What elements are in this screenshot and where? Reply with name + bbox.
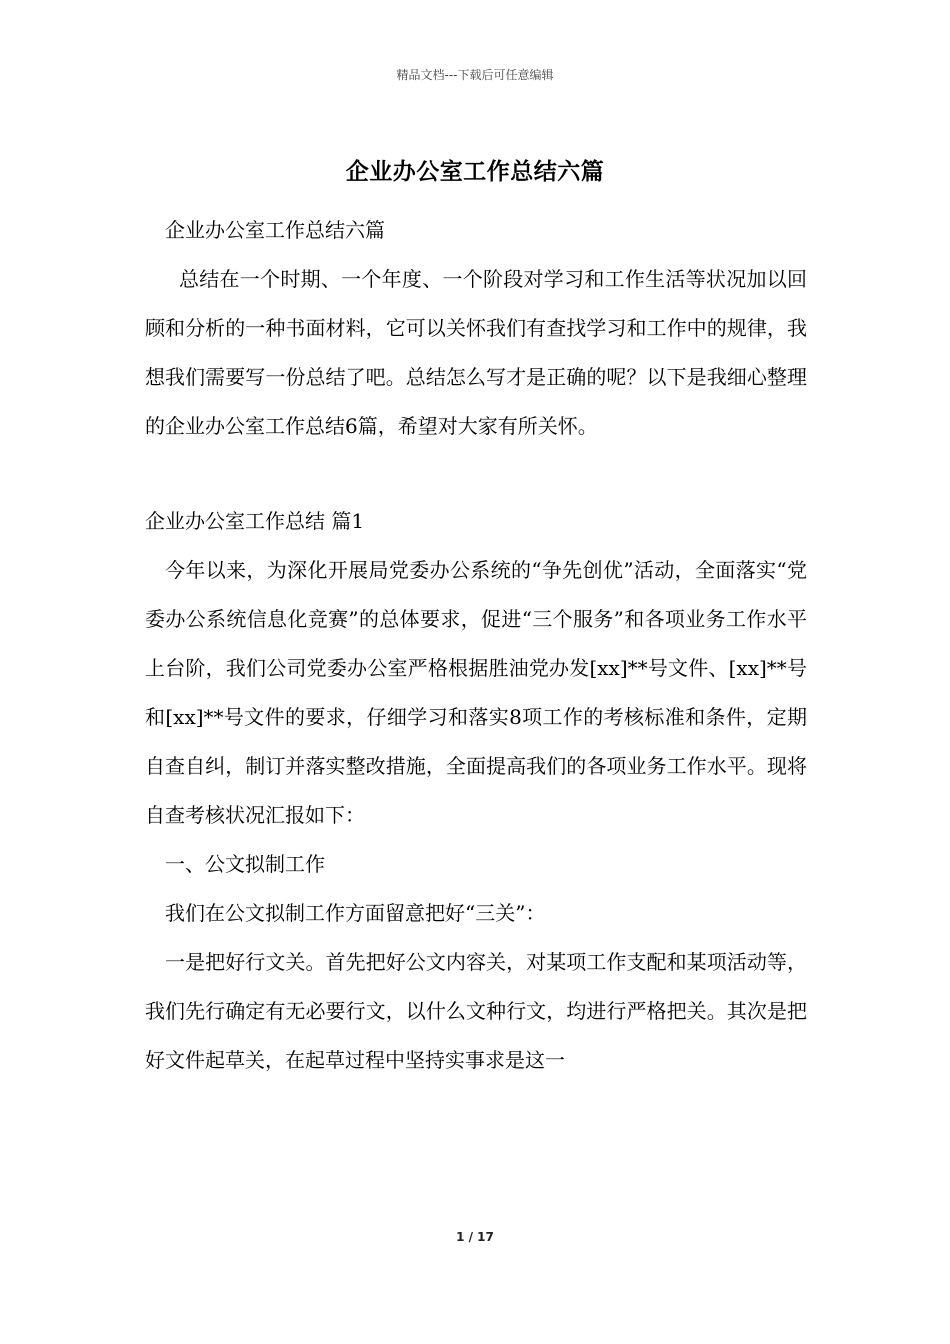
body-paragraph-1: 今年以来，为深化开展局党委办公系统的“争先创优”活动，全面落实“党委办公系统信息化竞赛”的总体要求，促进“三个服务”和各项业务工作水平上台阶，我们公司党委办公室严格根据胜油党办发[xx]**号文件、[xx]**号和[xx]**号文件的要求，仔细学习和落实8项工作的考核标准和条件，定期自查自纠，制订并落实整改措施，全面提高我们的各项业务工作水平。现将自查考核状况汇报如下： bbox=[145, 558, 807, 827]
document-body bbox=[145, 206, 807, 1085]
paragraph-spacer bbox=[145, 451, 807, 497]
document-title: 企业办公室工作总结六篇 bbox=[345, 159, 605, 185]
intro-paragraph: 总结在一个时期、一个年度、一个阶段对学习和工作生活等状况加以回顾和分析的一种书面材料，它可以关怀我们有查找学习和工作中的规律，我想我们需要写一份总结了吧。总结怎么写才是正确的呢？以下是我细心整理的企业办公室工作总结6篇，希望对大家有所关怀。 bbox=[145, 267, 807, 438]
item-heading: 一、公文拟制工作 bbox=[165, 852, 325, 876]
body-paragraph-3: 一是把好行文关。首先把好公文内容关，对某项工作支配和某项活动等，我们先行确定有无必要行文，以什么文种行文，均进行严格把关。其次是把好文件起草关，在起草过程中坚持实事求是这一 bbox=[145, 950, 807, 1072]
document-subtitle: 企业办公室工作总结六篇 bbox=[165, 218, 385, 242]
header-note: 精品文档---下载后可任意编辑 bbox=[396, 68, 554, 82]
section-heading: 企业办公室工作总结 篇1 bbox=[145, 509, 365, 533]
page-number: 1 / 17 bbox=[456, 1230, 494, 1244]
body-paragraph-2: 我们在公文拟制工作方面留意把好“三关”： bbox=[165, 901, 546, 925]
